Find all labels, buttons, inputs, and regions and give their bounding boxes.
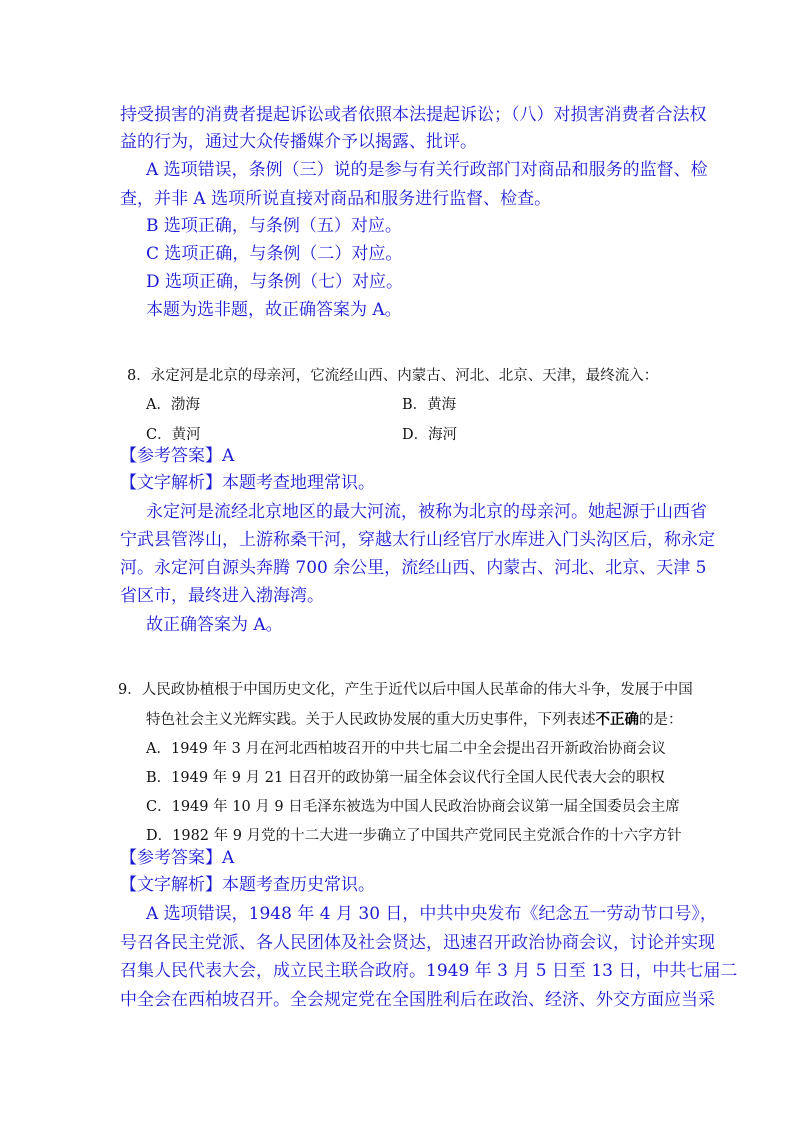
emphasis-not-correct: 不正确 [595,711,639,728]
q8-option-b: B．黄海 [402,397,457,413]
q8-option-c: C．黄河 [146,427,201,443]
text-line: 持受损害的消费者提起诉讼或者依照本法提起诉讼；（八）对损害消费者合法权 [120,105,707,125]
text-line: D 选项正确，与条例（七）对应。 [146,272,404,292]
text-line: 召集人民代表大会，成立民主联合政府。1949 年 3 月 5 日至 13 日，中共七届二 [120,961,738,981]
text-line: 永定河是流经北京地区的最大河流，被称为北京的母亲河。她起源于山西省 [146,502,707,522]
text-line: 本题为选非题，故正确答案为 A。 [146,300,402,320]
text-line: 益的行为，通过大众传播媒介予以揭露、批评。 [120,132,477,152]
text-span: 特色社会主义光辉实践。关于人民政协发展的重大历史事件，下列表述 [146,712,596,728]
text-line: B 选项正确，与条例（五）对应。 [146,216,402,236]
q9-analysis-title: 【文字解析】本题考查历史常识。 [120,875,375,895]
question-8-text: 8．永定河是北京的母亲河，它流经山西、内蒙古、河北、北京、天津，最终流入： [127,368,659,384]
q9-option-b: B．1949 年 9 月 21 日召开的政协第一届全体会议代行全国人民代表大会的职权 [146,770,665,786]
text-line: A 选项错误，条例（三）说的是参与有关行政部门对商品和服务的监督、检 [146,160,708,180]
q9-option-c: C．1949 年 10 月 9 日毛泽东被选为中国人民政治协商会议第一届全国委员会主席 [146,799,680,815]
q8-answer: 【参考答案】A [120,446,235,466]
q8-option-d: D．海河 [402,427,458,443]
q9-answer: 【参考答案】A [120,848,235,868]
q9-option-a: A．1949 年 3 月在河北西柏坡召开的中共七届二中全会提出召开新政治协商会议 [146,741,666,757]
text-line: A 选项错误，1948 年 4 月 30 日，中共中央发布《纪念五一劳动节口号》， [146,904,717,924]
text-line: 宁武县管涔山，上游称桑干河，穿越太行山经官厅水库进入门头沟区后，称永定 [120,530,715,550]
text-span: 的是： [639,712,683,728]
text-line: 故正确答案为 A。 [146,615,283,635]
text-line: 号召各民主党派、各人民团体及社会贤达，迅速召开政治协商会议，讨论并实现 [120,933,715,953]
q8-analysis-title: 【文字解析】本题考查地理常识。 [120,473,375,493]
text-line: 中全会在西柏坡召开。全会规定党在全国胜利后在政治、经济、外交方面应当采 [120,990,715,1010]
text-line: 查，并非 A 选项所说直接对商品和服务进行监督、检查。 [120,189,552,209]
question-9-text-line2 [146,708,683,729]
text-line: 省区市，最终进入渤海湾。 [120,586,324,606]
text-line: C 选项正确，与条例（二）对应。 [146,244,403,264]
q8-option-a: A．渤海 [146,397,200,413]
text-line: 河。永定河自源头奔腾 700 余公里，流经山西、内蒙古、河北、北京、天津 5 [120,558,707,578]
q9-option-d: D．1982 年 9 月党的十二大进一步确立了中国共产党同民主党派合作的十六字方针 [146,828,682,844]
question-9-text: 9．人民政协植根于中国历史文化，产生于近代以后中国人民革命的伟大斗争，发展于中国 [118,682,693,698]
